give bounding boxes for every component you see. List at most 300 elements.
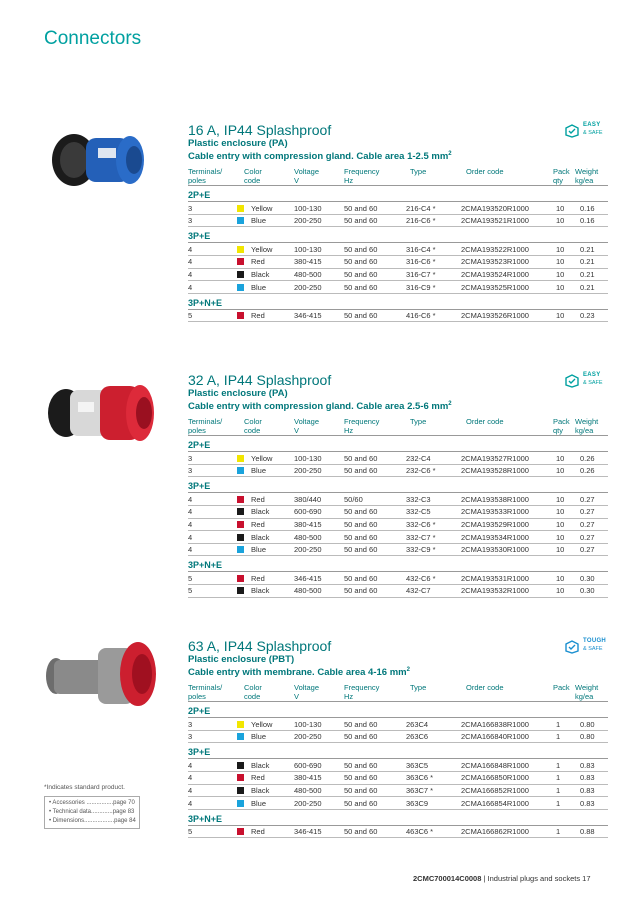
cell-color: Black [251, 507, 270, 517]
cell-type: 316-C4 * [406, 244, 436, 254]
cable-area-exponent: 2 [448, 151, 452, 157]
pole-group-label: 3P+N+E [188, 297, 608, 310]
cell-terminals: 5 [188, 827, 193, 837]
cell-order-code: 2CMA193534R1000 [461, 532, 529, 542]
cell-pack: 10 [556, 203, 565, 213]
badge-title: EASY [583, 372, 601, 378]
header-type [410, 417, 426, 426]
table-row [188, 826, 608, 839]
section-enclosure: Plastic enclosure (PBT) [188, 654, 295, 665]
cell-weight: 0.27 [580, 520, 595, 530]
table-row [188, 269, 608, 282]
header-weight [575, 683, 598, 701]
cell-weight: 0.88 [580, 827, 595, 837]
cell-voltage: 480-500 [294, 270, 322, 280]
cell-order-code: 2CMA166848R1000 [461, 760, 529, 770]
header-color [244, 683, 262, 701]
table-row [188, 202, 608, 215]
reference-accessories[interactable]: • Accessories ................page 70 [49, 800, 135, 806]
cell-color: Blue [251, 545, 267, 555]
page-footer [413, 874, 591, 883]
header-order-code-line1: Order code [466, 683, 504, 693]
cell-pack: 1 [556, 760, 561, 770]
cell-weight: 0.27 [580, 545, 595, 555]
color-swatch [237, 733, 244, 740]
cable-area-exponent: 2 [406, 667, 410, 673]
cell-pack: 10 [556, 494, 565, 504]
cell-frequency: 50 and 60 [344, 453, 378, 463]
connector-16a-image [36, 118, 156, 198]
cell-weight: 0.83 [580, 798, 595, 808]
cell-terminals: 4 [188, 520, 193, 530]
footer-text: Industrial plugs and sockets 17 [487, 874, 591, 883]
cell-pack: 10 [556, 311, 565, 321]
cell-voltage: 600-690 [294, 760, 322, 770]
cell-type: 332-C5 [406, 507, 431, 517]
cell-color: Black [251, 532, 270, 542]
header-color [244, 167, 262, 185]
header-frequency-line1: Frequency [344, 417, 380, 427]
cell-frequency: 50 and 60 [344, 257, 378, 267]
header-weight-line2: kg/ea [575, 426, 594, 436]
header-pack-line1: Pack [553, 167, 570, 177]
header-voltage [294, 417, 319, 435]
cell-order-code: 2CMA193525R1000 [461, 282, 529, 292]
cell-weight: 0.21 [580, 282, 595, 292]
cell-frequency: 50 and 60 [344, 311, 378, 321]
cell-voltage: 200-250 [294, 798, 322, 808]
cell-voltage: 100-130 [294, 203, 322, 213]
cell-frequency: 50 and 60 [344, 827, 378, 837]
cell-frequency: 50 and 60 [344, 773, 378, 783]
section-title: 63 A, IP44 Splashproof [188, 638, 332, 654]
table-row [188, 243, 608, 256]
cell-voltage: 346-415 [294, 827, 322, 837]
cell-voltage: 200-250 [294, 732, 322, 742]
table-row [188, 452, 608, 465]
page-title: Connectors [44, 28, 142, 49]
header-terminals-line2: poles [188, 692, 206, 702]
header-frequency [344, 417, 379, 435]
cell-type: 463C6 * [406, 827, 434, 837]
cell-weight: 0.16 [580, 216, 595, 226]
cell-voltage: 100-130 [294, 244, 322, 254]
table-row [188, 519, 608, 532]
badge-title: TOUGH [583, 638, 607, 644]
cell-voltage: 380-415 [294, 520, 322, 530]
table-row [188, 585, 608, 598]
cell-pack: 10 [556, 466, 565, 476]
cell-color: Blue [251, 466, 267, 476]
easy-box-icon [565, 124, 579, 138]
table-row [188, 531, 608, 544]
color-swatch [237, 508, 244, 515]
cell-color: Black [251, 760, 270, 770]
cell-color: Blue [251, 798, 267, 808]
table-row [188, 731, 608, 744]
table-header [188, 682, 608, 702]
product-section [188, 122, 608, 322]
header-order-code [466, 167, 504, 176]
header-weight-line1: Weight [575, 417, 599, 427]
cell-order-code: 2CMA193530R1000 [461, 545, 529, 555]
cell-frequency: 50 and 60 [344, 466, 378, 476]
cell-frequency: 50 and 60 [344, 798, 378, 808]
table-row [188, 759, 608, 772]
color-swatch [237, 521, 244, 528]
header-frequency-line2: Hz [344, 176, 354, 186]
cell-order-code: 2CMA193531R1000 [461, 573, 529, 583]
color-swatch [237, 587, 244, 594]
cell-order-code: 2CMA193529R1000 [461, 520, 529, 530]
cell-pack: 10 [556, 520, 565, 530]
cell-order-code: 2CMA193532R1000 [461, 586, 529, 596]
pole-group-label: 3P+N+E [188, 813, 608, 826]
cell-type: 363C6 * [406, 773, 434, 783]
cell-color: Yellow [251, 453, 273, 463]
cell-order-code: 2CMA193520R1000 [461, 203, 529, 213]
header-voltage-line2: V [294, 426, 300, 436]
header-frequency [344, 683, 379, 701]
cell-order-code: 2CMA193538R1000 [461, 494, 529, 504]
cell-type: 332-C3 [406, 494, 431, 504]
cell-pack: 10 [556, 573, 565, 583]
section-title: 32 A, IP44 Splashproof [188, 372, 332, 388]
header-type-line1: Type [410, 683, 427, 693]
table-row [188, 493, 608, 506]
cell-type: 363C7 * [406, 786, 434, 796]
cell-weight: 0.30 [580, 573, 595, 583]
cell-frequency: 50 and 60 [344, 244, 378, 254]
cell-voltage: 200-250 [294, 545, 322, 555]
cell-weight: 0.26 [580, 466, 595, 476]
table-row [188, 310, 608, 323]
cell-weight: 0.27 [580, 494, 595, 504]
cell-color: Red [251, 827, 265, 837]
cell-color: Yellow [251, 719, 273, 729]
cell-pack: 10 [556, 507, 565, 517]
table-row [188, 772, 608, 785]
header-type-line1: Type [410, 417, 427, 427]
header-order-code [466, 417, 504, 426]
footnote: *Indicates standard product. [44, 784, 125, 791]
cell-voltage: 480-500 [294, 586, 322, 596]
cell-weight: 0.26 [580, 453, 595, 463]
section-cable-entry [188, 149, 608, 162]
section-title: 16 A, IP44 Splashproof [188, 122, 332, 138]
table-row [188, 544, 608, 557]
header-order-code-line1: Order code [466, 417, 504, 427]
pole-group-label: 3P+N+E [188, 559, 608, 572]
cell-pack: 1 [556, 827, 561, 837]
cell-pack: 1 [556, 786, 561, 796]
cell-pack: 10 [556, 453, 565, 463]
cell-frequency: 50 and 60 [344, 586, 378, 596]
table-header [188, 416, 608, 436]
cell-voltage: 100-130 [294, 719, 322, 729]
cell-order-code: 2CMA166840R1000 [461, 732, 529, 742]
cell-type: 416-C6 * [406, 311, 436, 321]
table-row [188, 256, 608, 269]
header-weight-line2: kg/ea [575, 176, 594, 186]
cell-voltage: 380-415 [294, 257, 322, 267]
cell-frequency: 50 and 60 [344, 760, 378, 770]
color-swatch [237, 284, 244, 291]
cell-type: 332-C7 * [406, 532, 436, 542]
cell-terminals: 3 [188, 216, 193, 226]
cell-pack: 1 [556, 798, 561, 808]
header-frequency-line1: Frequency [344, 167, 380, 177]
table-row [188, 785, 608, 798]
cell-voltage: 380-415 [294, 773, 322, 783]
header-voltage-line1: Voltage [294, 167, 320, 177]
cell-weight: 0.21 [580, 257, 595, 267]
cell-weight: 0.21 [580, 270, 595, 280]
cell-voltage: 480-500 [294, 786, 322, 796]
cell-terminals: 3 [188, 453, 193, 463]
cell-terminals: 4 [188, 244, 193, 254]
cell-weight: 0.80 [580, 732, 595, 742]
header-terminals-line1: Terminals/ [188, 683, 223, 693]
cell-order-code: 2CMA166854R1000 [461, 798, 529, 808]
reference-dimensions[interactable]: • Dimensions..................page 84 [49, 818, 136, 824]
cell-color: Red [251, 573, 265, 583]
cell-terminals: 4 [188, 545, 193, 555]
cell-type: 432-C6 * [406, 573, 436, 583]
cell-color: Red [251, 257, 265, 267]
header-frequency-line2: Hz [344, 692, 354, 702]
cell-frequency: 50 and 60 [344, 270, 378, 280]
cell-terminals: 4 [188, 786, 193, 796]
pole-group-label: 2P+E [188, 439, 608, 452]
color-swatch [237, 455, 244, 462]
product-section [188, 372, 608, 598]
header-order-code [466, 683, 504, 692]
cell-color: Yellow [251, 203, 273, 213]
cell-terminals: 4 [188, 507, 193, 517]
cell-weight: 0.30 [580, 586, 595, 596]
cell-type: 432-C7 [406, 586, 431, 596]
cell-color: Red [251, 773, 265, 783]
header-color [244, 417, 262, 435]
cell-pack: 10 [556, 586, 565, 596]
header-voltage [294, 167, 319, 185]
header-pack-line2: qty [553, 176, 564, 186]
cell-frequency: 50 and 60 [344, 203, 378, 213]
cell-weight: 0.23 [580, 311, 595, 321]
cell-type: 363C5 [406, 760, 429, 770]
header-pack-line1: Pack [553, 417, 570, 427]
color-swatch [237, 721, 244, 728]
footer-separator: | [481, 874, 488, 883]
cell-voltage: 200-250 [294, 216, 322, 226]
table-row [188, 281, 608, 294]
cell-terminals: 3 [188, 719, 193, 729]
cell-frequency: 50 and 60 [344, 507, 378, 517]
color-swatch [237, 800, 244, 807]
color-swatch [237, 575, 244, 582]
cell-terminals: 3 [188, 732, 193, 742]
cell-pack: 1 [556, 773, 561, 783]
header-voltage-line2: V [294, 176, 300, 186]
references-box [44, 796, 140, 829]
cell-order-code: 2CMA193524R1000 [461, 270, 529, 280]
safety-badge [565, 122, 609, 148]
cell-frequency: 50 and 60 [344, 786, 378, 796]
cell-pack: 10 [556, 532, 565, 542]
cell-terminals: 3 [188, 203, 193, 213]
cell-order-code: 2CMA166850R1000 [461, 773, 529, 783]
header-type [410, 683, 426, 692]
table-header [188, 166, 608, 186]
cell-order-code: 2CMA193526R1000 [461, 311, 529, 321]
cell-frequency: 50 and 60 [344, 719, 378, 729]
header-voltage-line1: Voltage [294, 417, 320, 427]
badge-subtitle: & SAFE [583, 646, 603, 652]
table-row [188, 215, 608, 228]
color-swatch [237, 496, 244, 503]
header-pack-line1: Pack [553, 683, 570, 693]
header-pack [553, 417, 570, 435]
header-color-line2: code [244, 692, 261, 702]
cell-terminals: 4 [188, 760, 193, 770]
cell-color: Blue [251, 216, 267, 226]
color-swatch [237, 828, 244, 835]
cell-frequency: 50 and 60 [344, 545, 378, 555]
cell-terminals: 4 [188, 773, 193, 783]
header-weight-line1: Weight [575, 683, 599, 693]
cell-type: 232-C4 [406, 453, 431, 463]
table-row [188, 465, 608, 478]
cell-frequency: 50 and 60 [344, 732, 378, 742]
header-type-line1: Type [410, 167, 427, 177]
color-swatch [237, 312, 244, 319]
section-cable-entry [188, 665, 608, 678]
cell-terminals: 4 [188, 494, 193, 504]
header-color-line2: code [244, 426, 261, 436]
section-enclosure: Plastic enclosure (PA) [188, 388, 288, 399]
cell-pack: 1 [556, 732, 561, 742]
cell-type: 316-C6 * [406, 257, 436, 267]
section-cable-entry [188, 399, 608, 412]
header-pack [553, 167, 570, 185]
cell-terminals: 4 [188, 270, 193, 280]
cell-voltage: 600-690 [294, 507, 322, 517]
cell-color: Red [251, 311, 265, 321]
cell-weight: 0.83 [580, 773, 595, 783]
cell-pack: 10 [556, 270, 565, 280]
header-frequency-line1: Frequency [344, 683, 380, 693]
pole-group-label: 3P+E [188, 746, 608, 759]
cell-voltage: 200-250 [294, 466, 322, 476]
cell-color: Black [251, 586, 270, 596]
color-swatch [237, 787, 244, 794]
cell-order-code: 2CMA193528R1000 [461, 466, 529, 476]
header-voltage-line1: Voltage [294, 683, 320, 693]
tough-box-icon [565, 640, 579, 654]
cable-entry-text: Cable entry with membrane. Cable area 4-16 mm [188, 667, 407, 679]
cable-entry-text: Cable entry with compression gland. Cable area 2.5-6 mm [188, 401, 449, 413]
product-section [188, 638, 608, 838]
cell-frequency: 50 and 60 [344, 573, 378, 583]
cell-weight: 0.21 [580, 244, 595, 254]
header-terminals [188, 417, 222, 435]
badge-subtitle: & SAFE [583, 130, 603, 136]
cell-color: Blue [251, 732, 267, 742]
cell-order-code: 2CMA193527R1000 [461, 453, 529, 463]
cell-type: 232-C6 * [406, 466, 436, 476]
cell-order-code: 2CMA166862R1000 [461, 827, 529, 837]
cell-weight: 0.16 [580, 203, 595, 213]
connector-32a-image [36, 368, 161, 458]
cell-voltage: 100-130 [294, 453, 322, 463]
color-swatch [237, 217, 244, 224]
header-color-line1: Color [244, 417, 262, 427]
cell-voltage: 480-500 [294, 532, 322, 542]
cell-frequency: 50 and 60 [344, 520, 378, 530]
cell-type: 316-C7 * [406, 270, 436, 280]
cell-terminals: 5 [188, 573, 193, 583]
cell-terminals: 4 [188, 257, 193, 267]
header-color-line2: code [244, 176, 261, 186]
cell-color: Yellow [251, 244, 273, 254]
header-frequency-line2: Hz [344, 426, 354, 436]
cell-terminals: 5 [188, 311, 193, 321]
cell-order-code: 2CMA166852R1000 [461, 786, 529, 796]
header-pack [553, 683, 570, 692]
header-weight [575, 167, 598, 185]
cell-type: 216-C4 * [406, 203, 436, 213]
header-terminals [188, 683, 222, 701]
cell-terminals: 4 [188, 282, 193, 292]
header-voltage-line2: V [294, 692, 300, 702]
header-terminals-line2: poles [188, 426, 206, 436]
connector-63a-image [38, 628, 163, 713]
cell-terminals: 5 [188, 586, 193, 596]
cell-color: Red [251, 520, 265, 530]
cell-color: Black [251, 270, 270, 280]
table-row [188, 572, 608, 585]
header-weight-line2: kg/ea [575, 692, 594, 702]
color-swatch [237, 774, 244, 781]
footer-doc-code: 2CMC700014C0008 [413, 874, 482, 883]
cell-frequency: 50 and 60 [344, 282, 378, 292]
header-voltage [294, 683, 319, 701]
pole-group-label: 2P+E [188, 705, 608, 718]
easy-box-icon [565, 374, 579, 388]
color-swatch [237, 534, 244, 541]
cell-voltage: 200-250 [294, 282, 322, 292]
badge-title: EASY [583, 122, 601, 128]
color-swatch [237, 546, 244, 553]
color-swatch [237, 271, 244, 278]
cell-weight: 0.27 [580, 532, 595, 542]
section-enclosure: Plastic enclosure (PA) [188, 138, 288, 149]
header-terminals [188, 167, 222, 185]
cell-pack: 10 [556, 282, 565, 292]
header-terminals-line2: poles [188, 176, 206, 186]
cell-type: 263C6 [406, 732, 429, 742]
cell-type: 316-C9 * [406, 282, 436, 292]
reference-technical-data[interactable]: • Technical data.............page 83 [49, 809, 135, 815]
cell-order-code: 2CMA166838R1000 [461, 719, 529, 729]
pole-group-label: 2P+E [188, 189, 608, 202]
cell-weight: 0.80 [580, 719, 595, 729]
cell-color: Blue [251, 282, 267, 292]
cell-color: Red [251, 494, 265, 504]
cell-voltage: 346-415 [294, 573, 322, 583]
cell-pack: 10 [556, 257, 565, 267]
